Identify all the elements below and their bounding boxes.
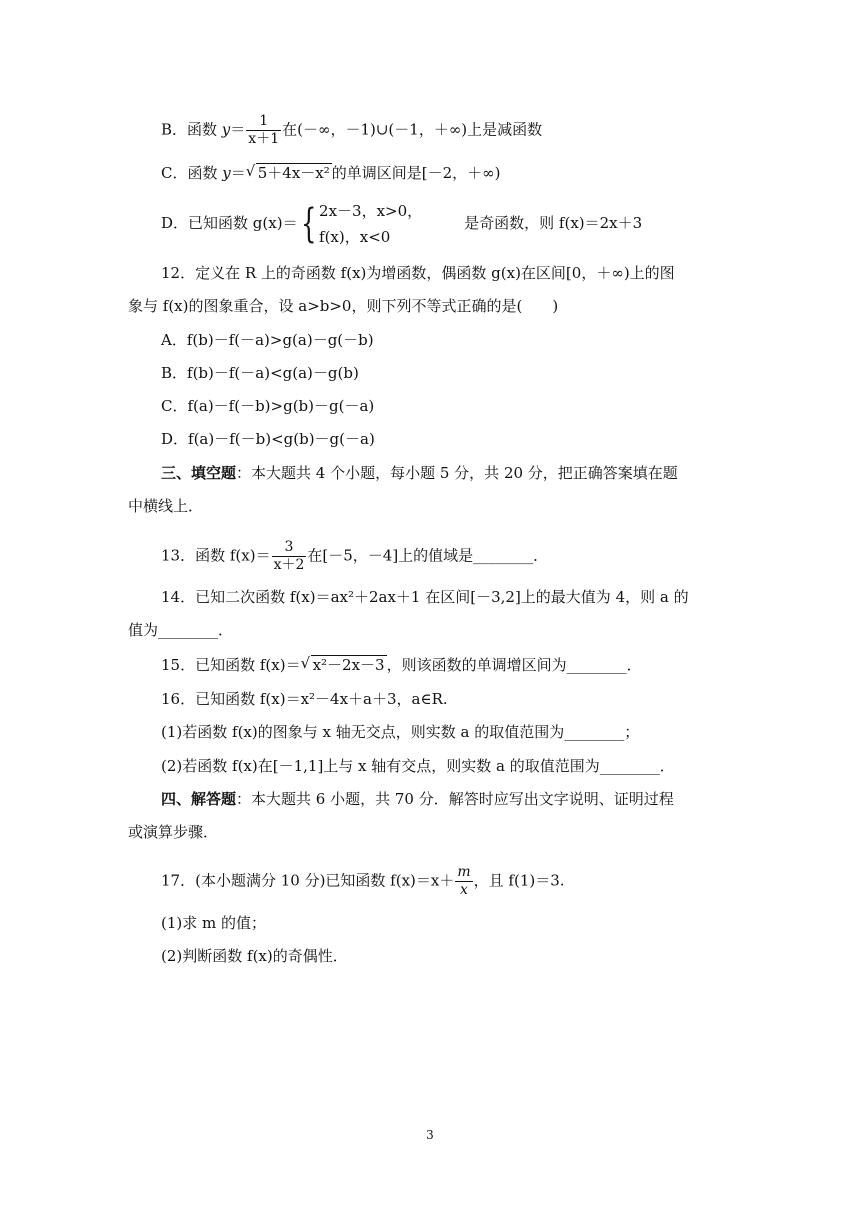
- option-b-y: y: [221, 120, 231, 139]
- option-d-cases: [319, 198, 422, 250]
- q17-sub2: (2)判断函数 f(x)的奇偶性．: [161, 947, 348, 965]
- q16-line1: 16．已知函数 f(x)＝x²－4x＋a＋3，a∈R.: [161, 690, 448, 708]
- option-b-denominator: x＋1: [248, 131, 280, 147]
- q15-suffix: ，则该函数的单调增区间为________．: [386, 656, 642, 674]
- option-c-eq: ＝: [230, 164, 246, 182]
- option-c-prefix: C．函数: [161, 164, 223, 182]
- q17-denominator: x: [455, 881, 472, 899]
- q15-line: [161, 655, 642, 675]
- q17-fraction: [455, 864, 472, 899]
- q15-prefix: 15．已知函数 f(x)＝: [161, 656, 301, 674]
- q13-suffix: 在[－5，－4]上的值域是________．: [307, 546, 549, 565]
- q17-suffix: ，且 f(1)＝3.: [473, 871, 565, 890]
- option-c-line: [161, 163, 501, 183]
- q15-sqrt: [301, 655, 387, 675]
- option-c-sqrt: [246, 163, 332, 183]
- q17-line: [161, 864, 565, 899]
- section4-desc: ：本大题共 6 小题，共 70 分．解答时应写出文字说明、证明过程: [236, 790, 674, 808]
- option-b-prefix: B．函数: [161, 120, 222, 139]
- page-number: 3: [426, 1128, 434, 1142]
- brace-icon: {: [300, 201, 316, 247]
- q13-line: [161, 539, 548, 574]
- q17-sub1: (1)求 m 的值；: [161, 914, 267, 932]
- q14-line1: 14．已知二次函数 f(x)＝ax²＋2ax＋1 在区间[－3,2]上的最大值为 4，则 a 的: [161, 588, 689, 606]
- q13-denominator: x＋2: [273, 557, 305, 573]
- option-d-prefix: D．已知函数: [161, 214, 253, 232]
- section3-title: 三、填空题: [161, 464, 237, 482]
- q13-fraction: [272, 539, 307, 574]
- option-b-line: [161, 113, 542, 148]
- q16-sub1: (1)若函数 f(x)的图象与 x 轴无交点，则实数 a 的取值范围为________；: [161, 723, 640, 741]
- q13-prefix: 13．函数 f(x)＝: [161, 546, 271, 565]
- q17-numerator: m: [457, 864, 471, 880]
- section4-line1: [161, 789, 674, 809]
- q17-prefix: 17．(本小题满分 10 分)已知函数 f(x)＝x＋: [161, 871, 455, 890]
- section4-title: 四、解答题: [161, 790, 237, 808]
- q12-option-c: C．f(a)－f(－b)>g(b)－g(－a): [161, 397, 375, 415]
- option-d-case2: f(x)，x<0: [319, 228, 391, 246]
- option-d-g: g(x)＝: [252, 214, 298, 232]
- q15-radicand: x²－2x－3: [312, 656, 385, 674]
- option-c-suffix: 的单调区间是[－2，＋∞): [331, 164, 501, 182]
- q12-line2: 象与 f(x)的图象重合，设 a>b>0，则下列不等式正确的是( ): [128, 297, 559, 315]
- section3-desc: ：本大题共 4 个小题，每小题 5 分，共 20 分，把正确答案填在题: [236, 464, 678, 482]
- option-b-numerator: 1: [259, 113, 269, 129]
- option-d-suffix: 是奇函数，则 f(x)＝2x＋3: [464, 214, 643, 232]
- option-b-eq: ＝: [230, 120, 246, 139]
- section3-line2: 中横线上．: [128, 497, 204, 515]
- q16-sub2: (2)若函数 f(x)在[－1,1]上与 x 轴有交点，则实数 a 的取值范围为________．: [161, 757, 675, 775]
- option-b-fraction: [246, 113, 281, 148]
- option-c-y: y: [222, 164, 231, 182]
- q12-line1: 12．定义在 R 上的奇函数 f(x)为增函数，偶函数 g(x)在区间[0，＋∞)上的图: [161, 264, 675, 282]
- q12-option-a: A．f(b)－f(－a)>g(a)－g(－b): [161, 331, 374, 349]
- option-d-case1: 2x－3，x>0，: [319, 202, 423, 220]
- option-b-suffix: 在(－∞，－1)∪(－1，＋∞)上是减函数: [282, 120, 543, 139]
- option-d-line: [161, 198, 642, 250]
- q13-numerator: 3: [284, 539, 294, 555]
- q14-line2: 值为________．: [128, 621, 234, 639]
- section3-line1: [161, 463, 678, 483]
- q12-option-d: D．f(a)－f(－b)<g(b)－g(－a): [161, 430, 375, 448]
- option-c-radicand: 5＋4x－x²: [257, 164, 330, 182]
- section4-line2: 或演算步骤．: [128, 823, 219, 841]
- q12-option-b: B．f(b)－f(－a)<g(a)－g(b): [161, 364, 359, 382]
